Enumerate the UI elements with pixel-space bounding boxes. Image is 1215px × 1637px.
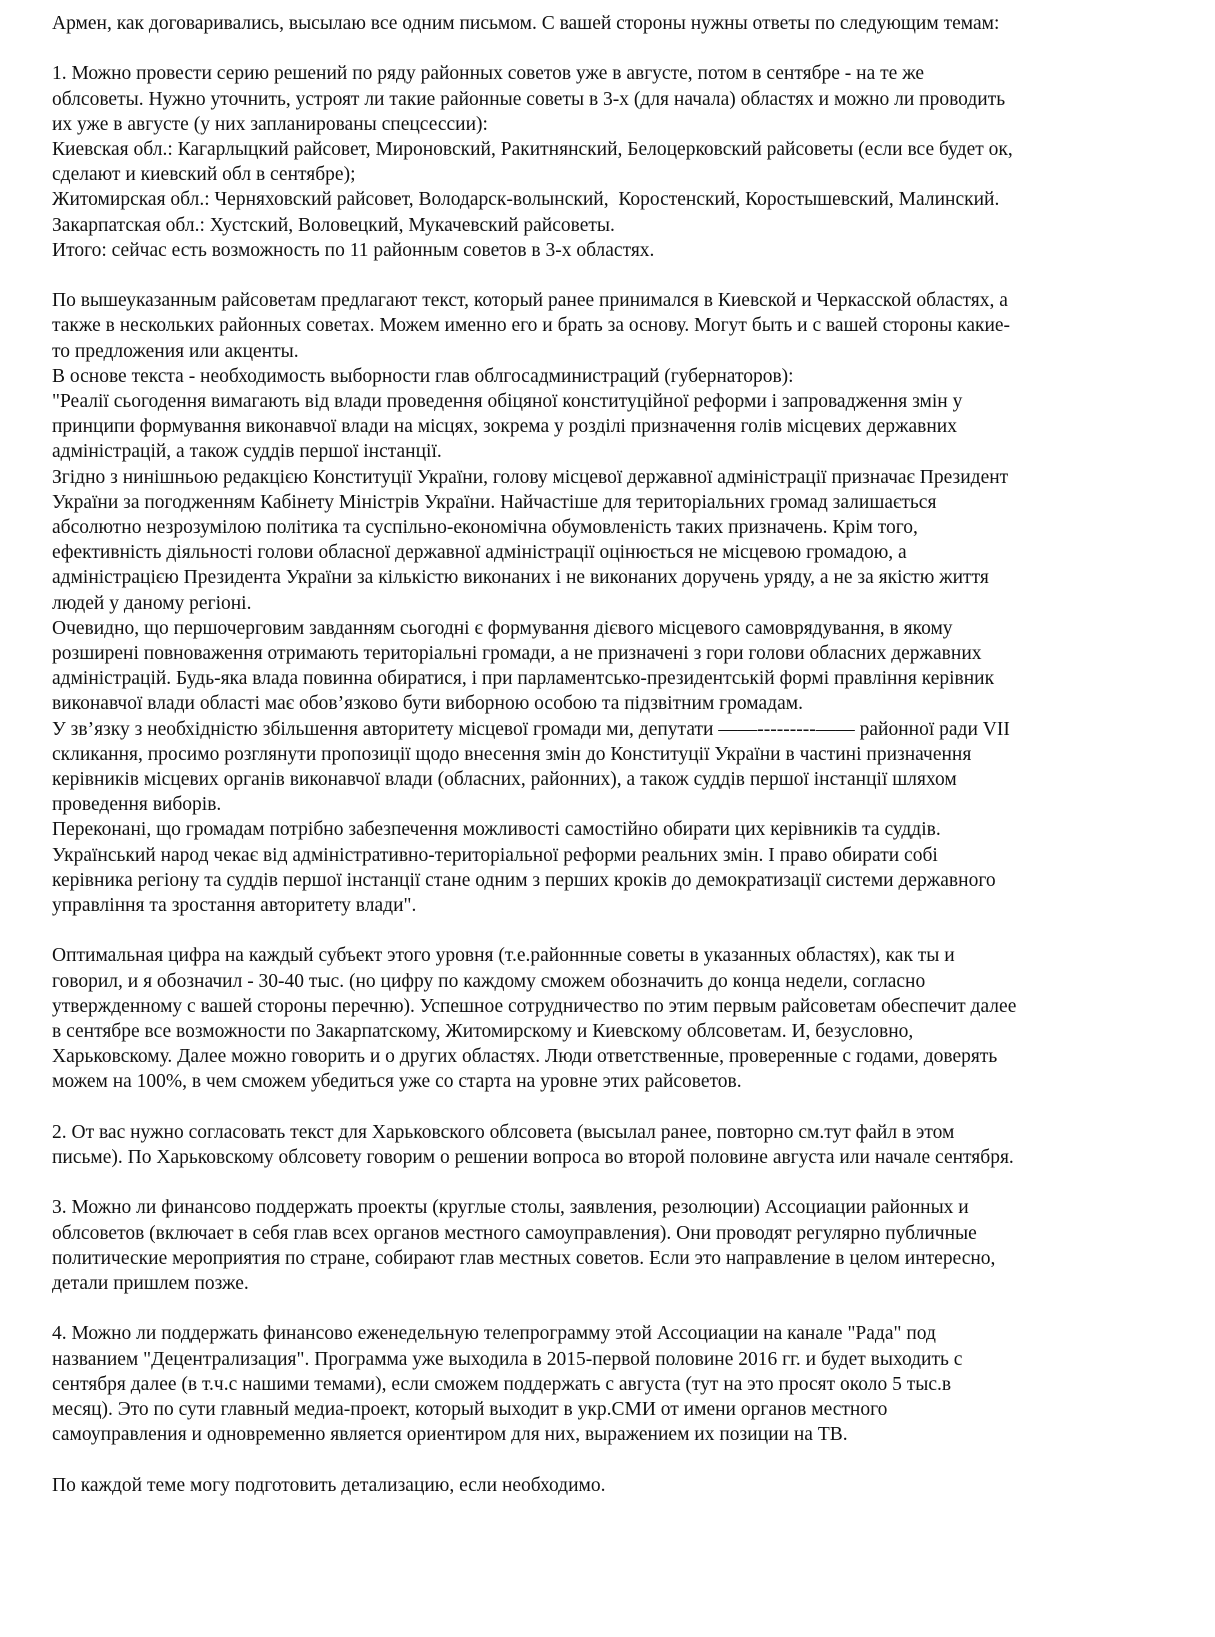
- text-line: 2. От вас нужно согласовать текст для Харьковского облсовета (высылал ранее, повторно см.тут файл в этом: [52, 1121, 955, 1143]
- text-line: В основе текста - необходимость выборности глав облгосадминистраций (губернаторов):: [52, 365, 794, 387]
- text-line: адміністрацій, а також суддів першої інстанції.: [52, 441, 442, 463]
- text-line: детали пришлем позже.: [52, 1273, 249, 1295]
- text-line: виконавчої влади області має обов’язково бути виборною особою та підзвітним громадам.: [52, 693, 803, 715]
- text-line: "Реалії сьогодення вимагають від влади проведення обіцяної конституційної реформи і запровадження змін у: [52, 391, 963, 413]
- text-line: Згідно з нинішньою редакцією Конституції України, голову місцевої державної адміністрації призначає Президент: [52, 466, 1009, 488]
- text-line: скликання, просимо розглянути пропозиції щодо внесення змін до Конституції України в частині призначення: [52, 743, 972, 765]
- text-line: адміністрацій. Будь-яка влада повинна обиратися, і при парламентсько-президентській формі правління керівник: [52, 668, 995, 690]
- text-line: самоуправления и одновременно является ориентиром для них, выражением их позиции на ТВ.: [52, 1424, 848, 1446]
- text-line: в сентябре все возможности по Закарпатскому, Житомирскому и Киевскому облсоветам. И, безусловно,: [52, 1021, 914, 1043]
- text-line: 1. Можно провести серию решений по ряду районных советов уже в августе, потом в сентябре - на те же: [52, 63, 925, 85]
- text-line: України за погодженням Кабінету Міністрів України. Найчастіше для територіальних громад залишається: [52, 491, 937, 513]
- paragraph-gap: [52, 36, 1159, 61]
- text-line: Харьковскому. Далее можно говорить и о других областях. Люди ответственные, проверенные с годами, доверять: [52, 1046, 998, 1068]
- text-line: Переконані, що громадам потрібно забезпечення можливості самостійно обирати цих керівників та суддів.: [52, 819, 941, 841]
- text-line: Закарпатская обл.: Хустский, Воловецкий, Мукачевский райсоветы.: [52, 214, 615, 236]
- paragraph-topic-4: [52, 1321, 1159, 1447]
- text-line: керівників місцевих органів виконавчої влади (обласних, районних), а також суддів першої інстанції шляхом: [52, 769, 957, 791]
- text-line: Итого: сейчас есть возможность по 11 районным советов в 3-х областях.: [52, 239, 655, 261]
- paragraph-gap: [52, 1095, 1159, 1120]
- text-line: 3. Можно ли финансово поддержать проекты (круглые столы, заявления, резолюции) Ассоциации районных и: [52, 1197, 969, 1219]
- text-line: керівника регіону та суддів першої інстанції стане одним з перших кроків до демократизації системи державного: [52, 869, 996, 891]
- paragraph-gap: [52, 1447, 1159, 1472]
- text-line: сентября далее (в т.ч.с нашими темами), если сможем поддержать с августа (тут на это просят около 5 тыс.в: [52, 1373, 952, 1395]
- text-line: Киевская обл.: Кагарлыцкий райсовет, Мироновский, Ракитнянский, Белоцерковский райсоветы (если все будет ок,: [52, 139, 1013, 160]
- paragraph-gap: [52, 1170, 1159, 1195]
- paragraph-topic-1: [52, 61, 1159, 263]
- text-line: также в нескольких районных советах. Можем именно его и брать за основу. Могут быть и с вашей стороны какие-: [52, 315, 1011, 337]
- text-line: принципи формування виконавчої влади на місцях, зокрема у розділі призначення голів місцевих державних: [52, 416, 957, 438]
- paragraph-closing: [52, 1473, 1159, 1498]
- text-line: По вышеуказанным райсоветам предлагают текст, который ранее принимался в Киевской и Черкасской областях, а: [52, 290, 1008, 312]
- text-line: то предложения или акценты.: [52, 340, 299, 362]
- text-line: Очевидно, що першочерговим завданням сьогодні є формування дієвого місцевого самоврядування, в якому: [52, 617, 953, 639]
- text-line: Український народ чекає від адміністративно-територіальної реформи реальних змін. І право обирати собі: [52, 844, 938, 866]
- text-line: адміністрацією Президента України за кількістю виконаних і не виконаних доручень уряду, а не за якістю життя: [52, 567, 989, 589]
- text-line: их уже в августе (у них запланированы спецсессии):: [52, 113, 488, 135]
- paragraph-proposed-text: [52, 288, 1159, 918]
- text-line: Оптимальная цифра на каждый субъект этого уровня (т.е.районнные советы в указанных областях), как ты и: [52, 945, 955, 967]
- text-line: месяц). Это по сути главный медиа-проект, который выходит в укр.СМИ от имени органов местного: [52, 1399, 888, 1421]
- text-line: говорил, и я обозначил - 30-40 тыс. (но цифру по каждому сможем обозначить до конца недели, согласно: [52, 970, 926, 992]
- paragraph-topic-2: [52, 1120, 1159, 1170]
- paragraph-greeting: [52, 11, 1159, 36]
- paragraph-gap: [52, 1296, 1159, 1321]
- paragraph-topic-3: [52, 1195, 1159, 1296]
- text-line: облсоветы. Нужно уточнить, устроят ли такие районные советы в 3-х (для начала) областях и можно ли проводить: [52, 88, 1006, 110]
- text-line: людей у даному регіоні.: [52, 592, 252, 614]
- text-line: По каждой теме могу подготовить детализацию, если необходимо.: [52, 1474, 606, 1496]
- text-line: 4. Можно ли поддержать финансово еженедельную телепрограмму этой Ассоциации на канале "Рада" под: [52, 1323, 936, 1345]
- text-line: облсоветов (включает в себя глав всех органов местного самоуправления). Они проводят регулярно публичные: [52, 1222, 977, 1244]
- text-line: У зв’язку з необхідністю збільшення авторитету місцевої громади ми, депутати ——---------—— районної ради VII: [52, 718, 1010, 740]
- text-line: политические мероприятия по стране, собирают глав местных советов. Если это направление в целом интересно,: [52, 1247, 996, 1269]
- paragraph-gap: [52, 263, 1159, 288]
- text-line: проведення виборів.: [52, 794, 222, 816]
- text-line: Армен, как договаривались, высылаю все одним письмом. С вашей стороны нужны ответы по следующим темам:: [52, 13, 1000, 34]
- text-line: сделают и киевский обл в сентябре);: [52, 164, 356, 186]
- paragraph-optimal-figure: [52, 943, 1159, 1094]
- text-line: управління та зростання авторитету влади".: [52, 895, 417, 917]
- text-line: розширені повноваження отримають територіальні громади, а не призначені з гори голови обласних державних: [52, 643, 982, 665]
- paragraph-gap: [52, 918, 1159, 943]
- text-line: Житомирская обл.: Черняховский райсовет, Володарск-волынский, Коростенский, Коростышевский, Малинский.: [52, 189, 1000, 211]
- text-line: названием "Децентрализация". Программа уже выходила в 2015-первой половине 2016 гг. и будет выходить с: [52, 1348, 963, 1370]
- text-line: ефективність діяльності голови обласної державної адміністрації оцінюється не місцевою громадою, а: [52, 542, 907, 564]
- text-line: можем на 100%, в чем сможем убедиться уже со старта на уровне этих райсоветов.: [52, 1071, 742, 1093]
- text-line: утвержденному с вашей стороны перечню). Успешное сотрудничество по этим первым райсоветам обеспечит далее: [52, 995, 1017, 1017]
- text-line: письме). По Харьковскому облсовету говорим о решении вопроса во второй половине августа или начале сентября.: [52, 1147, 1014, 1169]
- text-line: абсолютно незрозумілою політика та суспільно-економічна обумовленість таких призначень. Крім того,: [52, 517, 918, 539]
